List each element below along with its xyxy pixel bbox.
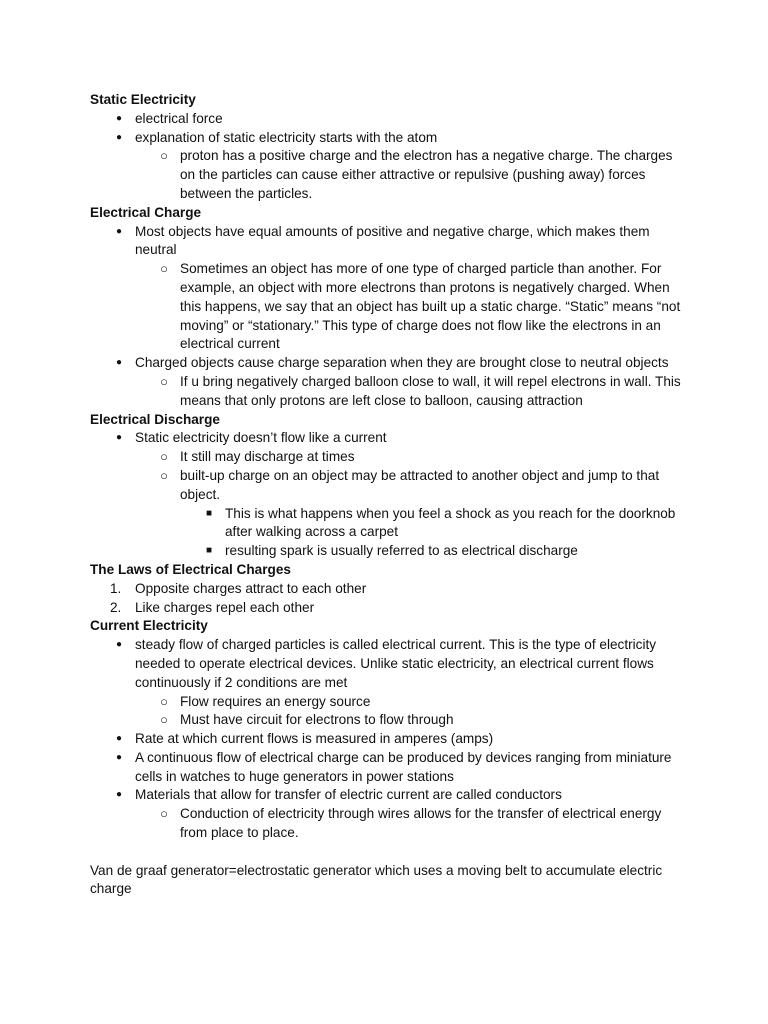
electrical-discharge-list <box>90 429 690 561</box>
hollow-bullet-icon: ○ <box>160 806 168 822</box>
heading-current-electricity: Current Electricity <box>90 618 208 634</box>
list-item-text: Opposite charges attract to each other <box>135 580 367 596</box>
list-item-text: resulting spark is usually referred to as electrical discharge <box>225 543 578 559</box>
list-item <box>90 260 690 354</box>
list-item <box>90 467 690 505</box>
heading-laws-of-electrical-charges: The Laws of Electrical Charges <box>90 561 291 577</box>
bullet-icon: ● <box>115 733 123 745</box>
heading-static-electricity: Static Electricity <box>90 92 196 107</box>
list-item <box>90 147 690 203</box>
list-item-text: If u bring negatively charged balloon close to wall, it will repel electrons in wall. This means that only protons are left close to balloon, causing attraction <box>180 373 681 408</box>
list-item <box>90 354 690 373</box>
laws-list <box>90 580 690 618</box>
list-item <box>90 542 690 561</box>
heading-electrical-charge: Electrical Charge <box>90 204 202 220</box>
list-item <box>90 636 690 692</box>
bullet-icon: ● <box>115 789 123 801</box>
bullet-icon: ● <box>115 112 123 124</box>
bullet-icon: ● <box>115 639 123 651</box>
list-item <box>90 129 690 148</box>
bullet-icon: ● <box>115 432 123 444</box>
hollow-bullet-icon: ○ <box>160 261 168 277</box>
list-item-text: Conduction of electricity through wires allows for the transfer of electrical energy from place to place. <box>180 806 662 841</box>
list-item-text: built-up charge on an object may be attracted to another object and jump to that object. <box>180 467 660 502</box>
list-item-text: electrical force <box>135 110 223 126</box>
document-body <box>90 91 690 899</box>
current-electricity-list <box>90 636 690 843</box>
list-item-text: Materials that allow for transfer of electric current are called conductors <box>135 787 562 803</box>
list-item <box>90 580 690 599</box>
hollow-bullet-icon: ○ <box>160 148 168 164</box>
list-item-text: Must have circuit for electrons to flow through <box>180 712 454 728</box>
list-item-text: explanation of static electricity starts with the atom <box>135 129 438 145</box>
square-bullet-icon: ■ <box>205 507 213 519</box>
list-item-text: Charged objects cause charge separation when they are brought close to neutral objects <box>135 355 669 371</box>
list-item-text: Static electricity doesn’t flow like a current <box>135 430 387 446</box>
blank-line <box>90 843 690 862</box>
list-item-text: It still may discharge at times <box>180 449 355 465</box>
bullet-icon: ● <box>115 751 123 763</box>
square-bullet-icon: ■ <box>205 545 213 557</box>
list-number: 1. <box>110 580 122 596</box>
heading-electrical-discharge: Electrical Discharge <box>90 411 220 427</box>
hollow-bullet-icon: ○ <box>160 712 168 728</box>
list-number: 2. <box>110 599 122 615</box>
hollow-bullet-icon: ○ <box>160 373 168 389</box>
bullet-icon: ● <box>115 357 123 369</box>
list-item-text: Rate at which current flows is measured in amperes (amps) <box>135 731 494 747</box>
hollow-bullet-icon: ○ <box>160 693 168 709</box>
hollow-bullet-icon: ○ <box>160 467 168 483</box>
list-item-text: steady flow of charged particles is called electrical current. This is the type of electricity needed to operate electrical devices. Unlike static electricity, an electrical current flows continuously if 2 conditions are met <box>135 637 657 690</box>
list-item-text: Most objects have equal amounts of positive and negative charge, which makes them neutral <box>135 223 650 258</box>
list-item <box>90 711 690 730</box>
list-item-text: Sometimes an object has more of one type of charged particle than another. For example, an object with more electrons than protons is negatively charged. When this happens, we say that an object has built up a static charge. “Static” means “not moving” or “stationary.” This type of charge does not flow like the electrons in an electrical current <box>180 261 681 352</box>
static-electricity-list <box>90 110 690 204</box>
list-item <box>90 448 690 467</box>
bullet-icon: ● <box>115 131 123 143</box>
list-item <box>90 693 690 712</box>
list-item <box>90 730 690 749</box>
list-item <box>90 599 690 618</box>
list-item-text: proton has a positive charge and the electron has a negative charge. The charges on the particles can cause either attractive or repulsive (pushing away) forces between the particles. <box>180 148 673 201</box>
electrical-charge-list <box>90 223 690 411</box>
list-item <box>90 505 690 543</box>
list-item-text: Flow requires an energy source <box>180 693 371 709</box>
list-item <box>90 429 690 448</box>
list-item-text: A continuous flow of electrical charge can be produced by devices ranging from miniature cells in watches to huge generators in power stations <box>135 749 672 784</box>
list-item-text: This is what happens when you feel a shock as you reach for the doorknob after walking across a carpet <box>225 505 676 540</box>
list-item <box>90 805 690 843</box>
hollow-bullet-icon: ○ <box>160 449 168 465</box>
list-item-text: Like charges repel each other <box>135 599 315 615</box>
bullet-icon: ● <box>115 225 123 237</box>
list-item <box>90 749 690 787</box>
list-item <box>90 786 690 805</box>
list-item <box>90 110 690 129</box>
van-de-graaf-paragraph: Van de graaf generator=electrostatic generator which uses a moving belt to accumulate electric charge <box>90 862 663 897</box>
list-item <box>90 373 690 411</box>
list-item <box>90 223 690 261</box>
